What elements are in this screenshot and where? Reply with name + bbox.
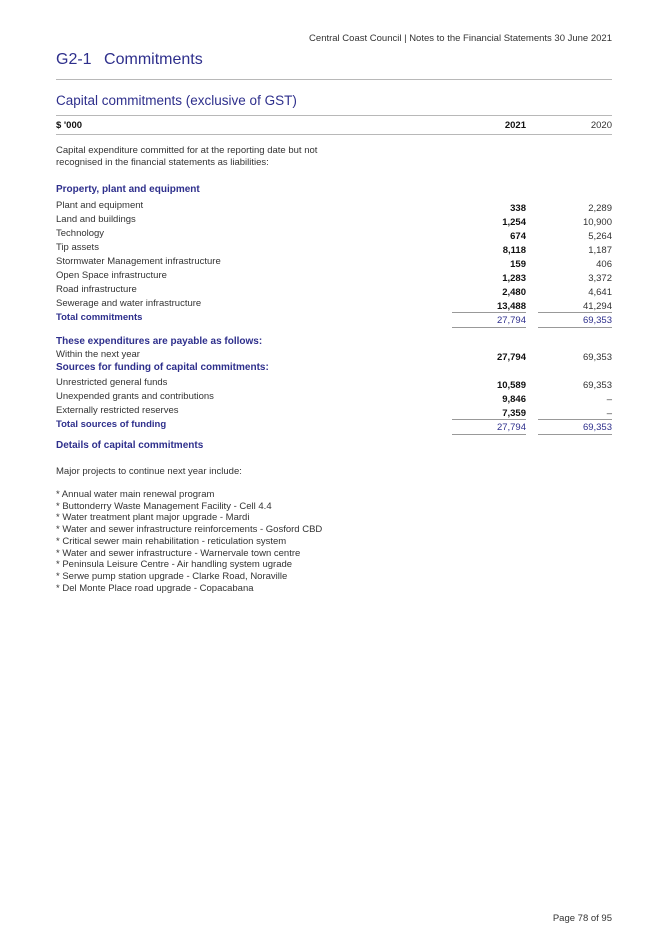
list-item: * Water and sewer infrastructure - Warnervale town centre: [56, 547, 301, 559]
section-title-text: Commitments: [104, 51, 203, 68]
table-row: [56, 200, 612, 214]
payable-heading: These expenditures are payable as follows:: [56, 336, 263, 347]
value-2020: 69,353: [582, 315, 612, 326]
list-item: * Water treatment plant major upgrade - Mardi: [56, 512, 250, 524]
sources-heading: Sources for funding of capital commitments:: [56, 362, 269, 373]
value-2020: 69,353: [582, 422, 612, 433]
subsection-title: Capital commitments (exclusive of GST): [56, 93, 297, 108]
list-item: * Peninsula Leisure Centre - Air handling system ugrade: [56, 559, 293, 571]
value-2021: 8,118: [502, 245, 526, 256]
value-2021: 338: [510, 203, 526, 214]
row-label: Externally restricted reserves: [56, 405, 179, 416]
value-2021: 2,480: [502, 287, 526, 298]
value-2021: 27,794: [496, 352, 526, 363]
sources-underline-2020: [538, 434, 612, 435]
row-label: Road infrastructure: [56, 284, 137, 295]
table-row: [56, 405, 612, 419]
table-row: [56, 377, 612, 391]
value-2020: 5,264: [588, 231, 612, 242]
list-item: * Annual water main renewal program: [56, 489, 215, 500]
document-page: [56, 0, 612, 947]
table-row: [56, 214, 612, 228]
value-2020: 2,289: [588, 203, 612, 214]
value-2021: 1,283: [502, 273, 526, 284]
row-label: Tip assets: [56, 242, 99, 253]
page-number: Page 78 of 95: [552, 913, 612, 924]
row-label: Unrestricted general funds: [56, 377, 168, 388]
row-label: Total sources of funding: [56, 419, 167, 430]
table-row: [56, 298, 612, 312]
total-sources-row: [56, 419, 612, 433]
project-list: [56, 489, 322, 594]
table-header-rule: [56, 134, 612, 135]
unit-header: $ '000: [56, 120, 83, 131]
list-item: * Serwe pump station upgrade - Clarke Road, Noraville: [56, 570, 288, 582]
year-2020-header: 2020: [590, 120, 612, 131]
value-2021: 9,846: [502, 394, 526, 405]
list-item: * Water and sewer infrastructure reinforcements - Gosford CBD: [56, 524, 323, 536]
value-2021: 159: [510, 259, 526, 270]
value-2021: 7,359: [502, 408, 526, 419]
value-2021: 674: [510, 231, 526, 242]
table-row: [56, 242, 612, 256]
total-underline-2020: [538, 327, 612, 328]
list-item: * Buttonderry Waste Management Facility - Cell 4.4: [56, 500, 272, 512]
value-2020: 3,372: [588, 273, 612, 284]
row-label: Land and buildings: [56, 214, 136, 225]
list-item: * Critical sewer main rehabilitation - reticulation system: [56, 535, 287, 547]
row-label: Unexpended grants and contributions: [56, 391, 214, 402]
value-2020: 69,353: [582, 352, 612, 363]
value-2020: –: [606, 394, 612, 405]
value-2020: 10,900: [582, 217, 612, 228]
row-label: Total commitments: [56, 312, 143, 323]
value-2020: 41,294: [582, 301, 612, 312]
row-label: Within the next year: [56, 349, 140, 360]
row-label: Technology: [56, 228, 105, 239]
total-underline-2021: [452, 327, 526, 328]
table-header-row: [56, 120, 612, 134]
details-heading: Details of capital commitments: [56, 440, 204, 451]
row-label: Open Space infrastructure: [56, 270, 167, 281]
value-2020: –: [606, 408, 612, 419]
table-row: [56, 349, 612, 363]
sources-underline-2021: [452, 434, 526, 435]
table-row: [56, 284, 612, 298]
running-header: Central Coast Council | Notes to the Financial Statements 30 June 2021: [309, 33, 612, 44]
value-2020: 406: [596, 259, 612, 270]
row-label: Sewerage and water infrastructure: [56, 298, 202, 309]
table-row: [56, 256, 612, 270]
details-intro: Major projects to continue next year include:: [56, 466, 242, 477]
value-2021: 27,794: [496, 422, 526, 433]
total-commitments-row: [56, 312, 612, 326]
value-2021: 13,488: [496, 301, 526, 312]
value-2020: 1,187: [588, 245, 612, 256]
table-row: [56, 391, 612, 405]
row-label: Plant and equipment: [56, 200, 144, 211]
value-2020: 4,641: [588, 287, 612, 298]
section-number: G2-1: [56, 51, 92, 68]
table-row: [56, 228, 612, 242]
year-2021-header: 2021: [504, 120, 526, 131]
list-item: * Del Monte Place road upgrade - Copacabana: [56, 582, 254, 594]
table-row: [56, 270, 612, 284]
row-label: Stormwater Management infrastructure: [56, 256, 221, 267]
value-2021: 27,794: [496, 315, 526, 326]
value-2021: 1,254: [502, 217, 526, 228]
table-top-rule: [56, 115, 612, 116]
value-2020: 69,353: [582, 380, 612, 391]
ppe-heading: Property, plant and equipment: [56, 184, 200, 195]
value-2021: 10,589: [496, 380, 526, 391]
section-title: [56, 51, 203, 69]
section-divider: [56, 79, 612, 80]
intro-text: Capital expenditure committed for at the reporting date but not recognised in the financial statements as liabilities:: [56, 145, 318, 168]
